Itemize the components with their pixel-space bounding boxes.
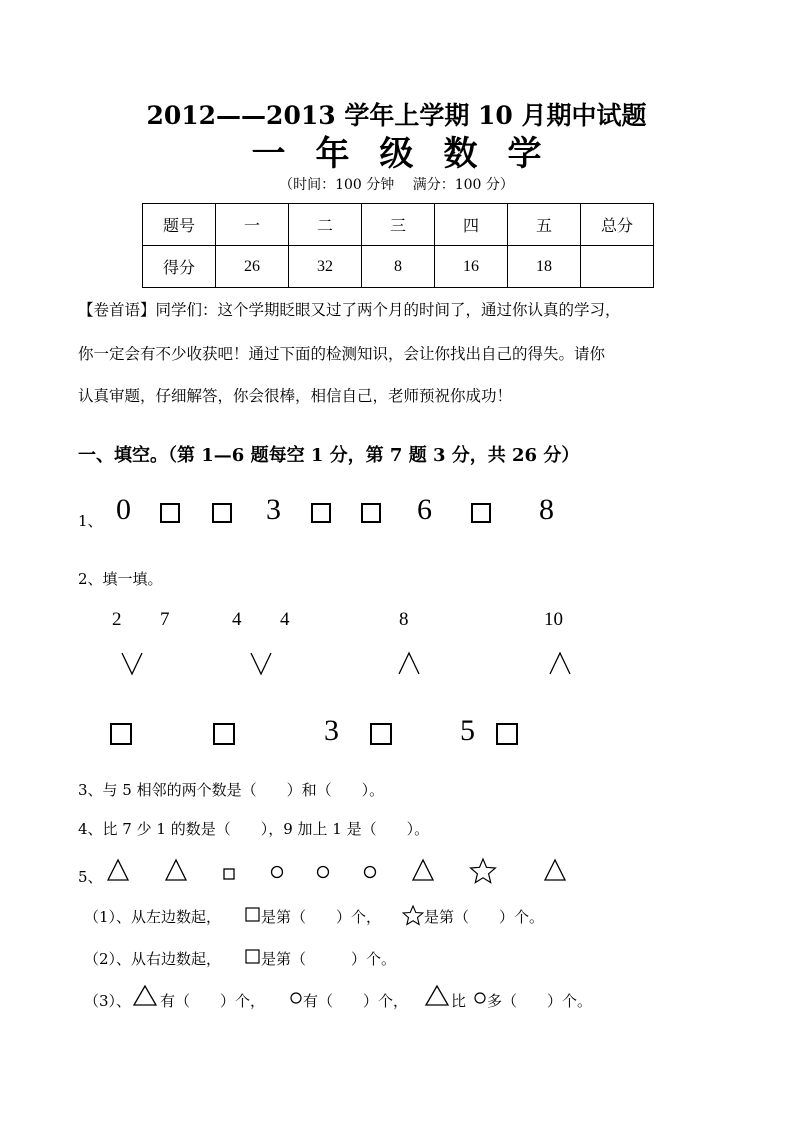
triangle-icon — [108, 860, 128, 880]
subquestion-text: 是第（ ）个。 — [424, 908, 545, 926]
table-cell: 18 — [508, 246, 581, 288]
sequence-number: 6 — [417, 493, 432, 526]
subquestion-text: 有（ ）个， — [160, 992, 266, 1010]
table-cell: 三 — [362, 204, 435, 246]
sequence-number: 0 — [116, 493, 131, 526]
table-cell: 8 — [362, 246, 435, 288]
table-cell: 题号 — [143, 204, 216, 246]
triangle-icon — [426, 986, 448, 1005]
top-number: 7 — [160, 609, 170, 630]
table-cell: 四 — [435, 204, 508, 246]
star-icon — [471, 859, 496, 883]
top-number: 8 — [399, 609, 409, 630]
subquestion-text: 比 — [451, 992, 467, 1010]
top-number: 4 — [232, 609, 242, 630]
given-number: 5 — [460, 714, 475, 747]
triangle-icon — [545, 860, 565, 880]
subject-title: 一年级数学 — [251, 134, 572, 174]
intro-line: 【卷首语】同学们：这个学期眨眼又过了两个月的时间了，通过你认真的学习， — [78, 301, 621, 319]
sequence-number: 8 — [539, 493, 554, 526]
table-cell: 一 — [216, 204, 289, 246]
question-text: 4、比 7 少 1 的数是（ ），9 加上 1 是（ ）。 — [78, 820, 430, 838]
subquestion-text: 是第（ ）个， — [261, 908, 382, 926]
subquestion-text: 是第（ ）个。 — [261, 950, 397, 968]
exam-info: （时间：100 分钟 满分：100 分） — [279, 177, 514, 193]
square-icon — [246, 950, 259, 963]
exam-title: 2012——2013 学年上学期 10 月期中试题 — [146, 101, 647, 130]
table-cell: 26 — [216, 246, 289, 288]
triangle-icon — [134, 986, 156, 1005]
question-label: 5、 — [78, 868, 103, 886]
triangle-icon — [166, 860, 186, 880]
given-number: 3 — [324, 714, 339, 747]
top-number: 2 — [112, 609, 122, 630]
top-number: 10 — [544, 609, 563, 630]
triangle-icon — [413, 860, 433, 880]
table-cell: 二 — [289, 204, 362, 246]
subquestion-text: 多（ ）个。 — [487, 992, 593, 1010]
circle-icon — [475, 993, 485, 1003]
table-cell: 32 — [289, 246, 362, 288]
table-cell: 总分 — [581, 204, 654, 246]
intro-line: 认真审题，仔细解答，你会很棒，相信自己，老师预祝你成功！ — [78, 387, 513, 405]
table-cell: 得分 — [143, 246, 216, 288]
question-label: 1、 — [78, 512, 103, 530]
square-icon — [224, 869, 234, 879]
section-heading: 一、填空。（第 1—6 题每空 1 分，第 7 题 3 分，共 26 分） — [78, 445, 580, 466]
question-label: 2、填一填。 — [78, 570, 163, 588]
square-icon — [246, 908, 259, 921]
subquestion-label: （1）、从左边数起， — [84, 908, 222, 926]
top-number: 4 — [280, 609, 290, 630]
circle-icon — [365, 867, 376, 878]
table-cell: 16 — [435, 246, 508, 288]
circle-icon — [272, 867, 283, 878]
sequence-number: 3 — [266, 493, 281, 526]
circle-icon — [291, 993, 301, 1003]
star-icon — [403, 906, 423, 925]
subquestion-text: 有（ ）个， — [303, 992, 409, 1010]
subquestion-label: （3）、 — [84, 992, 132, 1010]
table-cell: 五 — [508, 204, 581, 246]
intro-line: 你一定会有不少收获吧！通过下面的检测知识，会让你找出自己的得失。请你 — [78, 345, 606, 363]
subquestion-label: （2）、从右边数起， — [84, 950, 222, 968]
circle-icon — [318, 867, 329, 878]
question-text: 3、与 5 相邻的两个数是（ ）和（ ）。 — [78, 781, 385, 799]
